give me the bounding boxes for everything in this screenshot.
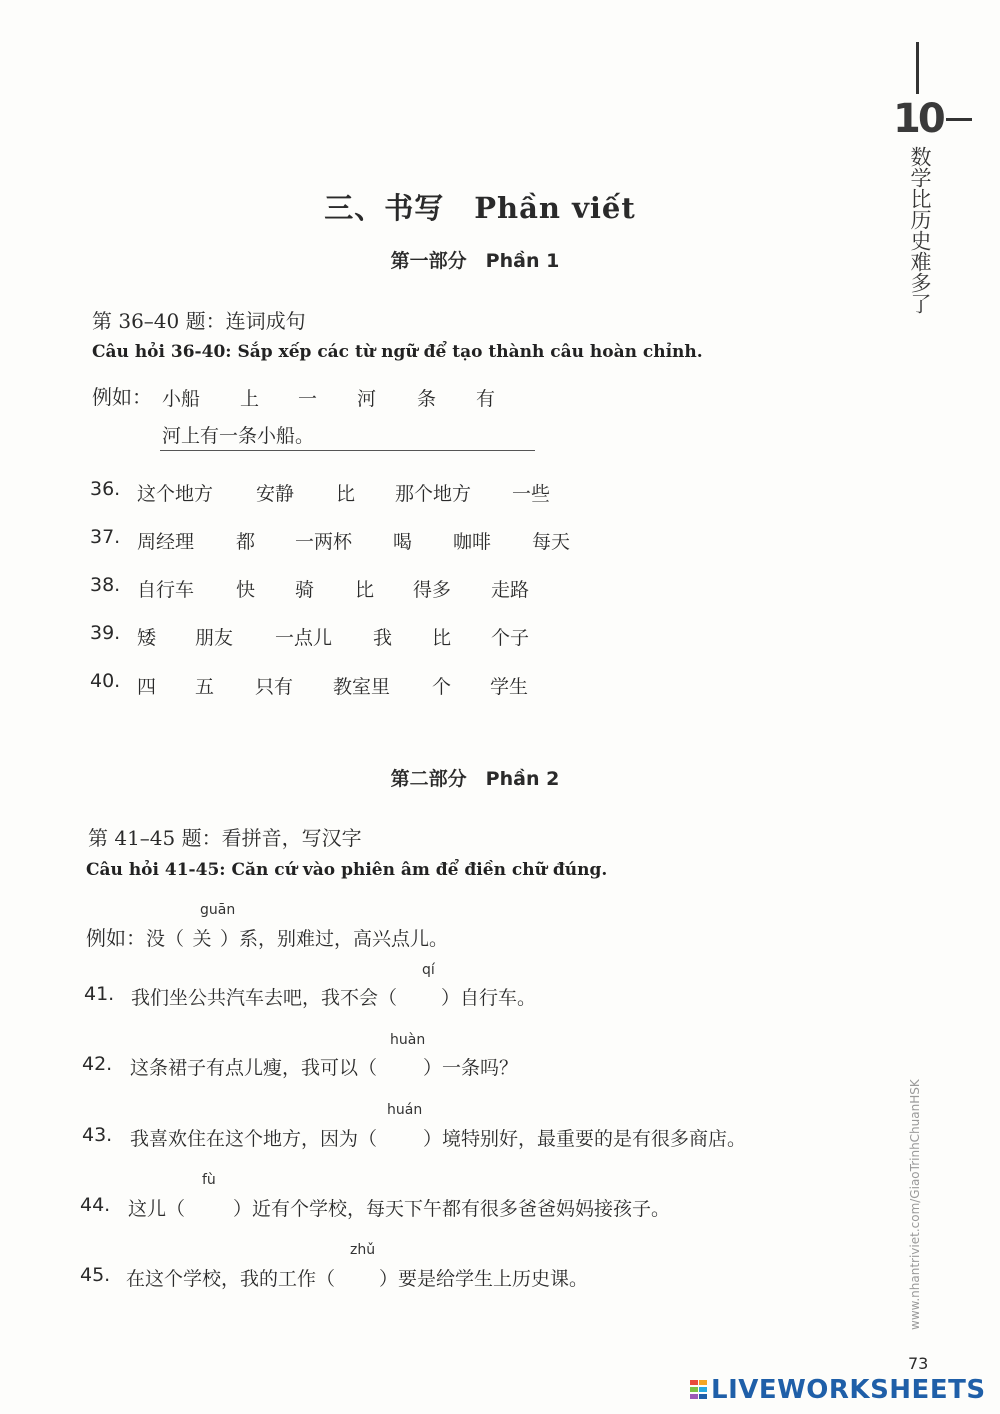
word-card[interactable]: 一两杯 (295, 531, 353, 553)
sentence-after: ）一条吗？ (423, 1057, 519, 1079)
example-answer-line (160, 450, 535, 451)
word-card[interactable]: 学生 (490, 676, 529, 698)
word-card[interactable]: 个子 (491, 627, 530, 649)
question-37-words (0, 527, 1000, 557)
pinyin-hint: qí (422, 962, 435, 978)
pinyin-hint: huán (387, 1102, 423, 1118)
tab-dash-line (946, 118, 972, 121)
pinyin-hint: guān (200, 902, 236, 918)
page-title: 三、书写 Phần viết (324, 191, 636, 225)
part2-instruction-vn: Câu hỏi 41-45: Căn cứ vào phiên âm để điền chữ đúng. (86, 860, 608, 880)
word-card[interactable]: 比 (432, 627, 452, 649)
word-card[interactable]: 安静 (256, 483, 295, 505)
word-card[interactable]: 矮 (137, 627, 157, 649)
part2-example-label: 例如： (86, 926, 146, 950)
question-41-sentence (131, 983, 536, 1010)
example-after: ）系，别难过，高兴点儿。 (220, 928, 449, 950)
part1-instruction-vn: Câu hỏi 36-40: Sắp xếp các từ ngữ để tạo thành câu hoàn chỉnh. (92, 342, 703, 362)
liveworksheets-icon (690, 1378, 708, 1402)
word-card[interactable]: 这个地方 (137, 483, 214, 505)
word-card[interactable]: 一些 (512, 483, 551, 505)
question-number: 40. (90, 670, 121, 692)
question-40-words (0, 672, 1000, 702)
question-number: 36. (90, 478, 121, 500)
example-word: 小船 (162, 388, 201, 410)
word-card[interactable]: 咖啡 (453, 531, 492, 553)
word-card[interactable]: 一点儿 (275, 627, 333, 649)
word-card[interactable]: 周经理 (137, 531, 195, 553)
part1-heading: 第一部分 Phần 1 (390, 250, 560, 272)
word-card[interactable]: 都 (236, 531, 256, 553)
word-card[interactable]: 喝 (393, 531, 413, 553)
brand-name: LIVEWORKSHEETS (711, 1375, 986, 1405)
lesson-number: 10 (893, 96, 943, 142)
word-card[interactable]: 走路 (491, 579, 530, 601)
question-number: 44. (80, 1194, 111, 1216)
page-number: 73 (908, 1354, 929, 1373)
question-number: 43. (82, 1124, 113, 1146)
part1-instruction-cn: 第 36–40 题：连词成句 (92, 309, 306, 333)
tab-divider-line (916, 42, 919, 94)
chapter-title: 数学比历史难多了 (908, 146, 932, 314)
question-39-words (0, 623, 1000, 653)
part1-example-label: 例如： (92, 385, 152, 409)
word-card[interactable]: 快 (236, 579, 256, 601)
sentence-after: ）境特别好，最重要的是有很多商店。 (423, 1128, 747, 1150)
word-card[interactable]: 比 (355, 579, 375, 601)
sentence-before: 在这个学校，我的工作（ (126, 1268, 336, 1290)
question-number: 45. (80, 1264, 111, 1286)
example-word: 上 (240, 388, 260, 410)
part2-instruction-cn: 第 41–45 题：看拼音，写汉字 (88, 826, 362, 850)
word-card[interactable]: 得多 (413, 579, 452, 601)
sentence-after: ）近有个学校，每天下午都有很多爸爸妈妈接孩子。 (233, 1198, 671, 1220)
word-card[interactable]: 只有 (255, 676, 294, 698)
example-word: 河 (357, 388, 377, 410)
question-number: 37. (90, 526, 121, 548)
question-44-sentence (128, 1194, 670, 1221)
example-word: 有 (476, 388, 496, 410)
part1-example-answer: 河上有一条小船。 (162, 425, 315, 447)
pinyin-hint: fù (202, 1172, 216, 1188)
word-card[interactable]: 骑 (295, 579, 315, 601)
sentence-after: ）自行车。 (441, 987, 537, 1009)
example-before: 没（ (146, 928, 185, 950)
word-card[interactable]: 自行车 (137, 579, 195, 601)
example-answer: 关 (192, 928, 212, 950)
part2-example (86, 922, 448, 951)
pinyin-hint: huàn (390, 1032, 426, 1048)
pinyin-hint: zhǔ (350, 1242, 376, 1258)
word-card[interactable]: 我 (373, 627, 393, 649)
question-36-words (0, 479, 1000, 509)
part1-example-words (0, 384, 1000, 414)
question-number: 39. (90, 622, 121, 644)
example-word: 一 (298, 388, 318, 410)
watermark-url: www.nhantriviet.com/GiaoTrinhChuanHSK (908, 1079, 922, 1330)
word-card[interactable]: 五 (195, 676, 215, 698)
example-word: 条 (417, 388, 437, 410)
question-38-words (0, 575, 1000, 605)
sentence-before: 这条裙子有点儿瘦，我可以（ (130, 1057, 378, 1079)
sentence-after: ）要是给学生上历史课。 (379, 1268, 589, 1290)
sentence-before: 我们坐公共汽车去吧，我不会（ (131, 987, 398, 1009)
word-card[interactable]: 朋友 (195, 627, 234, 649)
question-number: 41. (84, 983, 115, 1005)
question-45-sentence (126, 1264, 588, 1291)
part2-heading: 第二部分 Phần 2 (390, 768, 560, 790)
question-43-sentence (130, 1124, 746, 1151)
word-card[interactable]: 个 (432, 676, 452, 698)
liveworksheets-logo[interactable] (690, 1374, 986, 1406)
word-card[interactable]: 比 (336, 483, 356, 505)
sentence-before: 我喜欢住在这个地方，因为（ (130, 1128, 378, 1150)
word-card[interactable]: 教室里 (333, 676, 391, 698)
word-card[interactable]: 四 (137, 676, 157, 698)
word-card[interactable]: 那个地方 (395, 483, 472, 505)
question-42-sentence (130, 1053, 518, 1080)
sentence-before: 这儿（ (128, 1198, 186, 1220)
word-card[interactable]: 每天 (532, 531, 571, 553)
question-number: 38. (90, 574, 121, 596)
question-number: 42. (82, 1053, 113, 1075)
